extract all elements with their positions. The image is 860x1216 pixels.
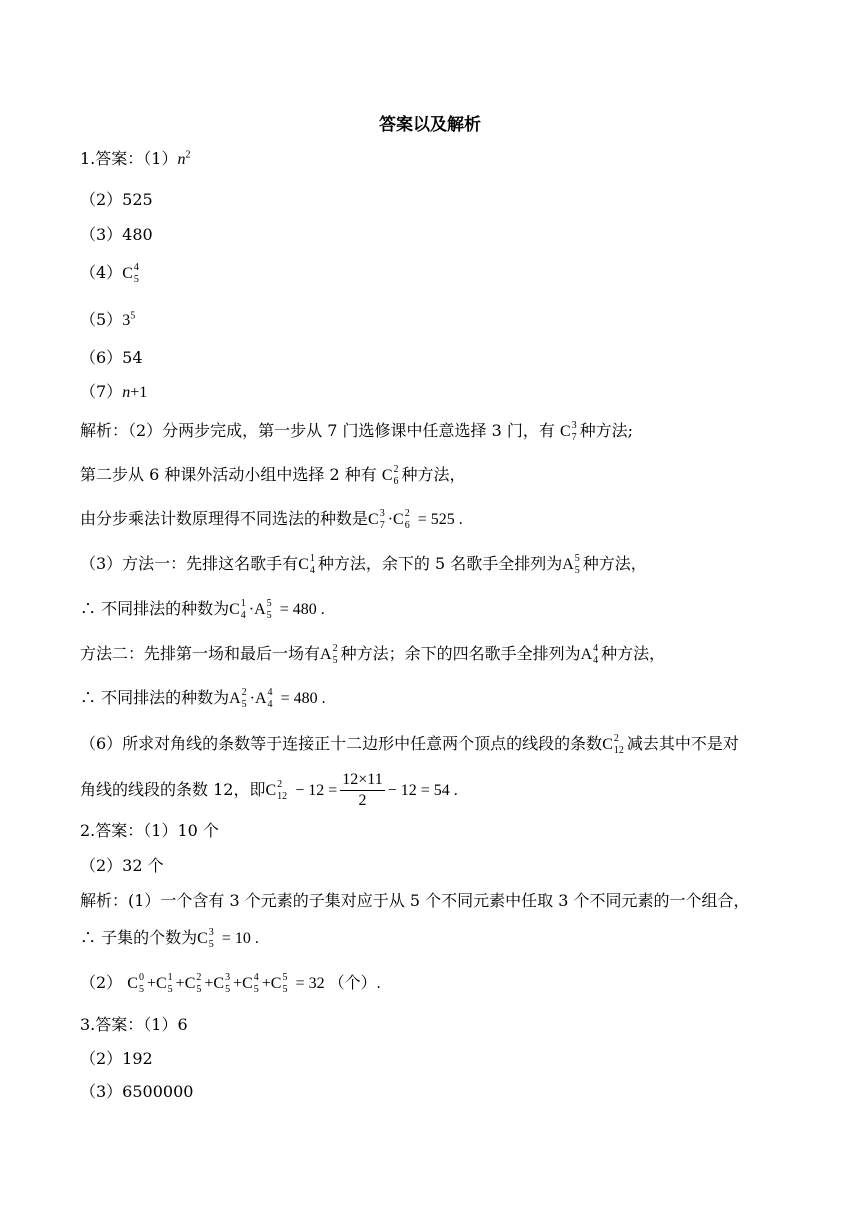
page-title: 答案以及解析 — [379, 115, 481, 135]
q1-answer-7: （7）n+1 — [80, 382, 148, 401]
q2-explanation-line-2: ∴ 子集的个数为C 3 5 = 10 . — [80, 926, 259, 950]
q1-explanation-line-1: 解析：（2）分两步完成，第一步从 7 门选修课中任意选择 3 门，有 C 3 7 种方法; — [80, 419, 634, 443]
q1-answer-2: （2）525 — [80, 190, 153, 209]
q1-answer-5: $(5)3^5$ — [80, 310, 136, 329]
q3-answer-1: 3.答案：（1）6 — [80, 1015, 188, 1034]
q3-answer-3: （3）6500000 — [80, 1082, 194, 1101]
q1-explanation-line-7: ∴ 不同排法的种数为A 2 5 ·A 4 4 = 480 . — [80, 686, 326, 710]
q1-explanation-line-5: ∴ 不同排法的种数为C 1 4 ·A 5 5 = 480 . — [80, 597, 325, 621]
q1-explanation-line-4: （3）方法一：先排这名歌手有C 1 4 种方法，余下的 5 名歌手全排列为A 5 5 种方法， — [80, 552, 647, 576]
q1-answer-4: （4）C 4 5 — [80, 261, 139, 285]
q2-answer-2: （2）32 个 — [80, 856, 164, 875]
q1-explanation-line-9: 角线的线段的条数 12，即C 2 12 − 12 = $\frac{12\times 11}{2}$ − 12 = 54 . — [80, 771, 458, 809]
q1-explanation-line-6: 方法二：先排第一场和最后一场有A 2 5 种方法；余下的四名歌手全排列为A 4 4 种方法， — [80, 642, 666, 666]
q2-explanation-line-1: 解析：(1）一个含有 3 个元素的子集对应于从 5 个不同元素中任取 3 个不同元素的一个组合， — [80, 891, 750, 910]
q1-explanation-line-3: 由分步乘法计数原理得不同选法的种数是C 3 7 ·C 2 6 = 525 . — [80, 507, 463, 531]
fraction: $\frac{12\times 11}{2}$ — [342, 771, 383, 809]
q1-explanation-line-8: （6）所求对角线的条数等于连接正十二边形中任意两个顶点的线段的条数C 2 12 减去其中不是对 — [80, 732, 739, 756]
q1-answer-3: （3）480 — [80, 225, 153, 244]
q1-answer-1: 1.答案：$(1)n^2$ — [80, 149, 191, 168]
q2-explanation-line-3: （2） C 0 5 +C 1 5 +C 2 5 +C 3 5 +C 4 5 +C 5 5 = 32 （个）. — [80, 971, 381, 995]
q1-answer-6: （6）54 — [80, 348, 143, 367]
q3-answer-2: （2）192 — [80, 1049, 153, 1068]
q2-answer-1: 2.答案：（1）10 个 — [80, 821, 219, 840]
q1-explanation-line-2: 第二步从 6 种课外活动小组中选择 2 种有 C 2 6 种方法， — [80, 463, 466, 487]
